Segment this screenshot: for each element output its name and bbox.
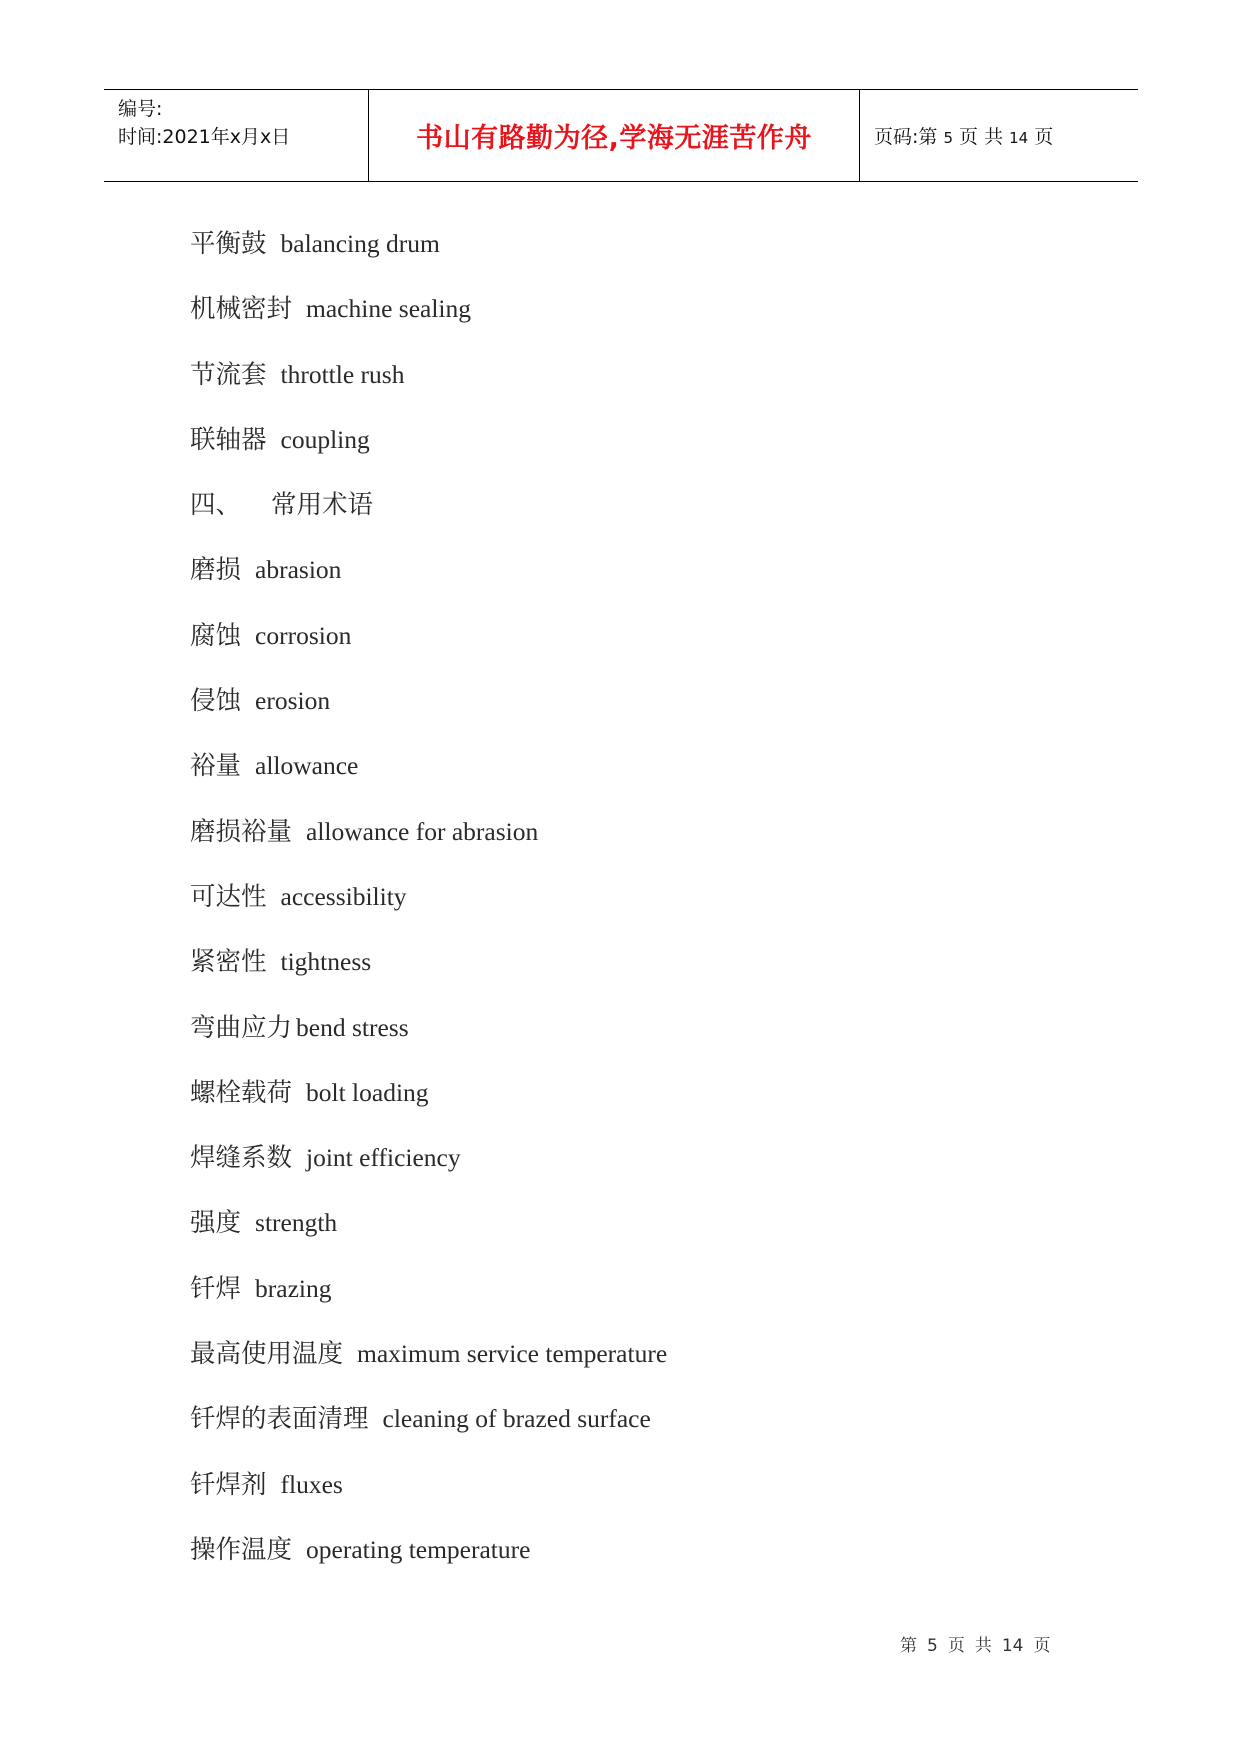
term-chinese: 节流套 — [190, 359, 267, 390]
term-chinese: 联轴器 — [190, 424, 267, 455]
footer-suffix: 页 — [1033, 1636, 1051, 1656]
header-motto: 书山有路勤为径,学海无涯苦作舟 — [416, 123, 812, 154]
section-number: 四、 — [190, 490, 242, 521]
glossary-entry — [190, 1069, 1090, 1134]
term-chinese: 钎焊的表面清理 — [190, 1404, 369, 1435]
term-english: cleaning of brazed surface — [382, 1404, 651, 1434]
term-english: bend stress — [296, 1012, 409, 1042]
glossary-entry — [190, 1199, 1090, 1264]
term-english: erosion — [255, 686, 331, 716]
term-chinese: 强度 — [190, 1208, 242, 1239]
term-english: abrasion — [255, 555, 342, 585]
serial-number-label: 编号: — [118, 98, 163, 120]
term-chinese: 弯曲应力 — [190, 1012, 293, 1043]
term-chinese: 焊缝系数 — [190, 1143, 293, 1174]
glossary-entry — [190, 612, 1090, 677]
glossary-entry — [190, 1461, 1090, 1526]
term-english: joint efficiency — [306, 1143, 461, 1173]
term-chinese: 钎焊 — [190, 1273, 242, 1304]
term-english: bolt loading — [306, 1077, 429, 1107]
page-code-suffix: 页 — [1034, 126, 1054, 148]
term-english: corrosion — [255, 620, 352, 650]
section-title: 常用术语 — [271, 490, 374, 521]
glossary-entry — [190, 1395, 1090, 1460]
glossary-entry — [190, 1265, 1090, 1330]
glossary-entry — [190, 1004, 1090, 1069]
term-english: operating temperature — [306, 1534, 531, 1564]
section-heading — [190, 481, 1090, 546]
glossary-entry — [190, 677, 1090, 742]
footer-page-mid: 页 — [947, 1636, 965, 1656]
term-english: strength — [255, 1208, 338, 1238]
page-code-current: 5 — [943, 129, 953, 147]
page-code-mid: 页 共 — [959, 126, 1004, 148]
term-chinese: 磨损 — [190, 555, 242, 586]
page-footer — [900, 1631, 1060, 1656]
glossary-entry — [190, 873, 1090, 938]
term-chinese: 裕量 — [190, 751, 242, 782]
header-left-cell — [104, 90, 368, 181]
term-english: brazing — [255, 1273, 332, 1303]
footer-total-label: 共 — [974, 1636, 992, 1656]
glossary-entry — [190, 938, 1090, 1003]
footer-prefix: 第 — [900, 1636, 917, 1656]
term-english: balancing drum — [280, 229, 440, 258]
header-page-cell — [860, 90, 1138, 181]
term-chinese: 钎焊剂 — [190, 1469, 267, 1500]
term-chinese: 机械密封 — [190, 294, 293, 325]
glossary-entry — [190, 546, 1090, 611]
glossary-entry — [190, 1526, 1090, 1591]
term-chinese: 操作温度 — [190, 1534, 293, 1565]
term-english: fluxes — [280, 1469, 343, 1499]
term-chinese: 螺栓载荷 — [190, 1077, 293, 1108]
term-english: allowance — [255, 751, 359, 781]
glossary-entry — [190, 808, 1090, 873]
term-english: throttle rush — [280, 359, 405, 389]
page-header — [104, 89, 1138, 182]
term-english: tightness — [280, 947, 372, 977]
glossary-entry — [190, 742, 1090, 807]
page-code-total: 14 — [1009, 129, 1029, 147]
footer-page-current: 5 — [927, 1636, 938, 1656]
date-label: 时间:2021年x月x日 — [118, 126, 291, 148]
glossary-entry — [190, 351, 1090, 416]
term-chinese: 最高使用温度 — [190, 1339, 344, 1370]
glossary-entry — [190, 285, 1090, 350]
glossary-entry — [190, 1330, 1090, 1395]
glossary-entry — [190, 416, 1090, 481]
footer-page-total: 14 — [1001, 1636, 1024, 1656]
term-chinese: 紧密性 — [190, 947, 267, 978]
term-english: accessibility — [280, 881, 407, 911]
header-page-code — [874, 122, 1053, 149]
term-english: allowance for abrasion — [306, 816, 539, 846]
term-chinese: 平衡鼓 — [190, 229, 267, 259]
glossary-list — [190, 220, 1090, 1591]
term-chinese: 腐蚀 — [190, 620, 242, 651]
header-motto-cell — [368, 90, 860, 181]
page-code-prefix: 页码:第 — [874, 126, 938, 148]
glossary-entry — [190, 1134, 1090, 1199]
term-chinese: 侵蚀 — [190, 686, 242, 717]
term-chinese: 可达性 — [190, 881, 267, 912]
term-english: coupling — [280, 424, 370, 454]
term-english: maximum service temperature — [357, 1339, 668, 1369]
glossary-entry — [190, 220, 1090, 285]
term-english: machine sealing — [306, 294, 471, 324]
term-chinese: 磨损裕量 — [190, 816, 293, 847]
